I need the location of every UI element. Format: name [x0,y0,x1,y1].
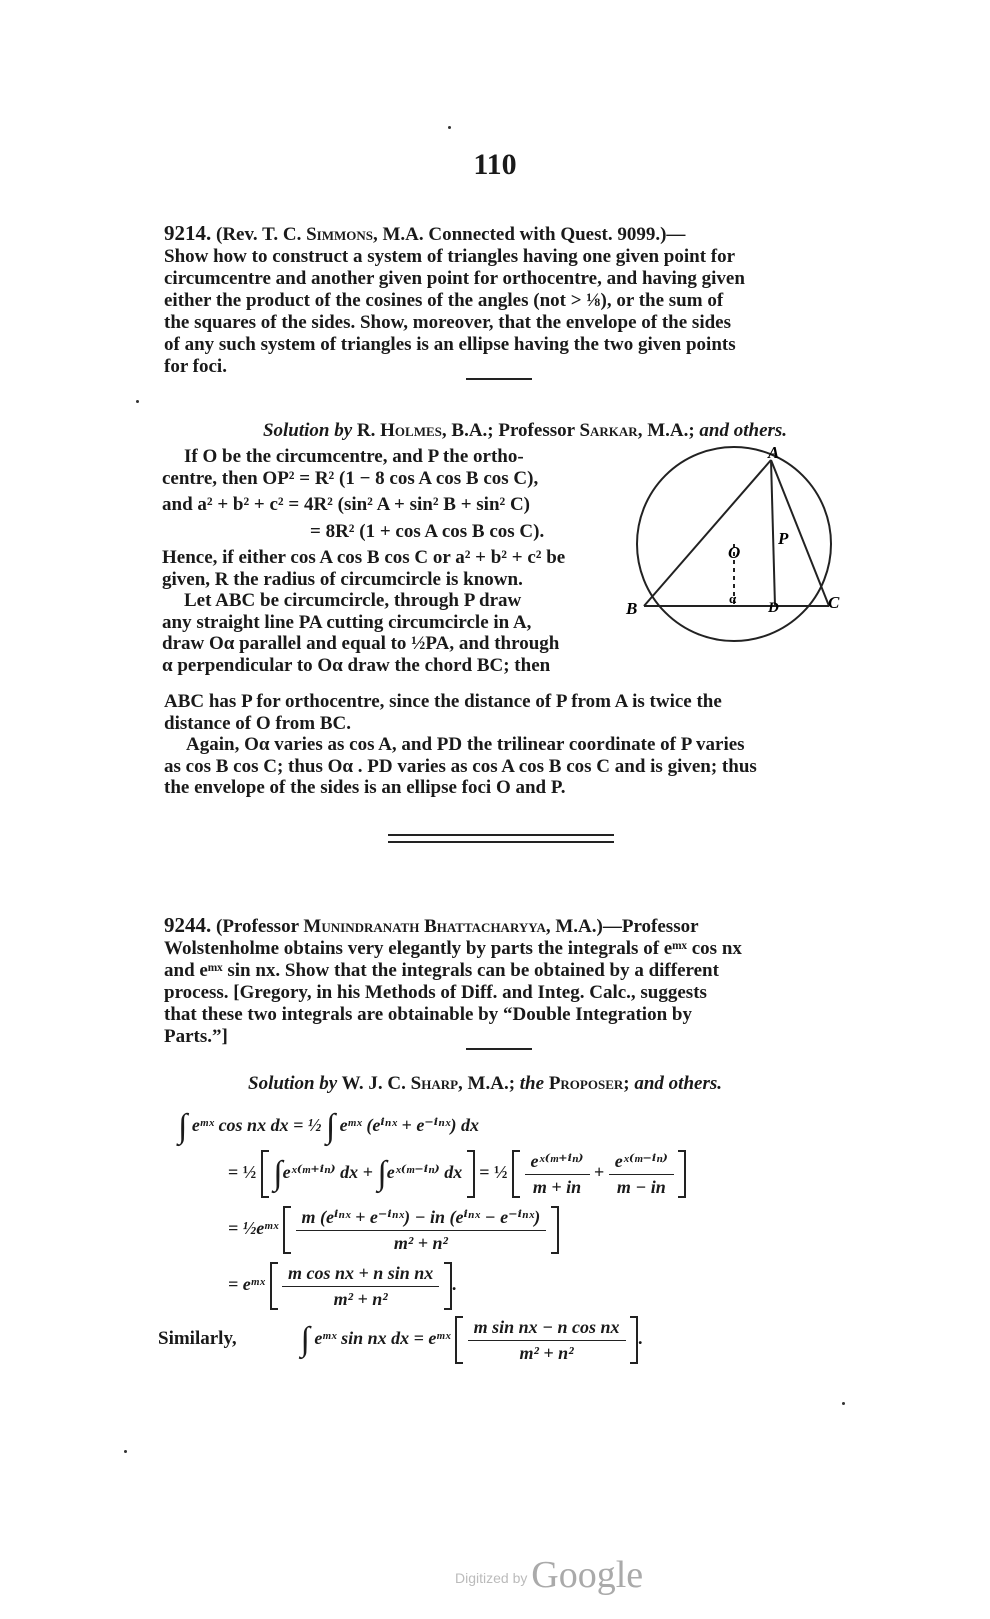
solution-left-column [162,446,610,676]
solution-line: given, R the radius of circumcircle is known. [162,568,523,590]
label-c: C [828,593,840,612]
solution-line: Again, Oα varies as cos A, and PD the trilinear coordinate of P varies [186,734,745,755]
solution-line: α perpendicular to Oα draw the chord BC; then [162,654,551,676]
solution-line: draw Oα parallel and equal to ½PA, and through [162,633,560,654]
question-9214 [164,222,868,378]
question-line: either the product of the cosines of the angles (not > ⅛), or the sum of [164,290,724,311]
solution-full-width-text [164,691,868,799]
equation-line-4: = eᵐˣ $\frac{\text{m cos nx + n sin nx}}{\text{m² + n²}}$ . [228,1262,457,1309]
question-line: circumcentre and another given point for orthocentre, and having given [164,268,745,289]
question-9244 [164,914,868,1048]
label-alpha: α [729,591,737,606]
solution-line: distance of O from BC. [164,712,351,734]
speck [124,1450,127,1453]
short-rule [466,1048,532,1050]
integral-sign: ∫ [325,1108,336,1145]
label-a: A [768,444,780,462]
question-line: Wolstenholme obtains very elegantly by parts the integrals of eᵐˣ cos nx [164,938,742,959]
question-line: and eᵐˣ sin nx. Show that the integrals can be obtained by a different [164,960,719,981]
proposer-rest: , M.A.)—Professor [545,916,699,937]
solution-byline: Solution by W. J. C. Sharp, M.A.; the Proposer; and others. [248,1073,722,1094]
circumcircle-figure [622,444,852,644]
label-d: D [768,600,779,616]
proposer-name: Munindranath Bhattacharyya [303,916,546,937]
solution-line: Hence, if either cos A cos B cos C or a² + b² + c² be [162,547,566,568]
label-o: O [728,543,741,562]
short-rule [466,378,532,380]
solution-line: = 8R² (1 + cos A cos B cos C). [310,520,545,542]
speck [448,126,451,129]
solution-line: If O be the circumcentre, and P the ortho- [184,446,524,467]
question-line: of any such system of triangles is an ellipse having the two given points [164,334,736,355]
proposer-open: (Rev. T. C. [216,224,307,245]
equation-line-3: = ½eᵐˣ $\frac{\text{m (eⁱⁿˣ + e⁻ⁱⁿˣ) − in (eⁱⁿˣ − e⁻ⁱⁿˣ)}}{\text{m² + n²}}$ [228,1206,559,1254]
solution-line: as cos B cos C; thus Oα . PD varies as cos A cos B cos C and is given; thus [164,755,757,777]
section-divider-top [388,834,614,836]
proposer-rest: , M.A. Connected with Quest. 9099.)— [372,224,686,245]
equation-line-1: ∫ eᵐˣ cos nx dx = ½ ∫ eᵐˣ (eⁱⁿˣ + e⁻ⁱⁿˣ) dx [178,1108,479,1145]
speck [136,400,139,403]
proposer-name: Simmons [306,224,373,245]
question-line: Show how to construct a system of triangles having one given point for [164,246,736,267]
question-number: 9244. [164,913,212,937]
side-ab [644,460,771,606]
line-pa [771,460,775,606]
solution-byline: Solution by R. Holmes, B.A.; Professor Sarkar, M.A.; and others. [262,420,788,441]
solution-line: any straight line PA cutting circumcircle in A, [162,611,532,633]
page-number: 110 [473,148,517,181]
solution-line: centre, then OP² = R² (1 − 8 cos A cos B cos C), [162,467,539,489]
solution-line: the envelope of the sides is an ellipse foci O and P. [164,777,566,798]
equation-line-2: = ½ ∫eˣ⁽ᵐ⁺ⁱⁿ⁾ dx + ∫eˣ⁽ᵐ⁻ⁱⁿ⁾ dx = ½ $\frac{\text{eˣ⁽ᵐ⁺ⁱⁿ⁾}}{m + in}$ + $\frac{\text{eˣ⁽ᵐ⁻ⁱⁿ⁾}}{m - in}$ [228,1150,686,1198]
question-line: for foci. [164,356,227,377]
section-divider-bottom [388,841,614,843]
question-line: Parts.”] [164,1026,228,1047]
proposer-open: (Professor [216,916,304,937]
question-line: the squares of the sides. Show, moreover, that the envelope of the sides [164,312,732,333]
label-b: B [626,599,638,618]
digitized-watermark: Digitized by Google [455,1554,644,1596]
question-line: that these two integrals are obtainable by “Double Integration by [164,1004,692,1025]
solution-line: and a² + b² + c² = 4R² (sin² A + sin² B + sin² C) [162,494,531,515]
speck [842,1402,845,1405]
label-p: P [778,529,789,548]
question-line: process. [Gregory, in his Methods of Diff. and Integ. Calc., suggests [164,982,707,1003]
integral-sign: ∫ [178,1108,188,1145]
question-number: 9214. [164,221,212,245]
solution-line: Let ABC be circumcircle, through P draw [184,590,522,611]
equation-line-5: Similarly, ∫ eᵐˣ sin nx dx = eᵐˣ $\frac{\text{m sin nx − n cos nx}}{\text{m² + n²}}$ . [158,1316,643,1363]
solution-line: ABC has P for orthocentre, since the distance of P from A is twice the [164,691,722,712]
